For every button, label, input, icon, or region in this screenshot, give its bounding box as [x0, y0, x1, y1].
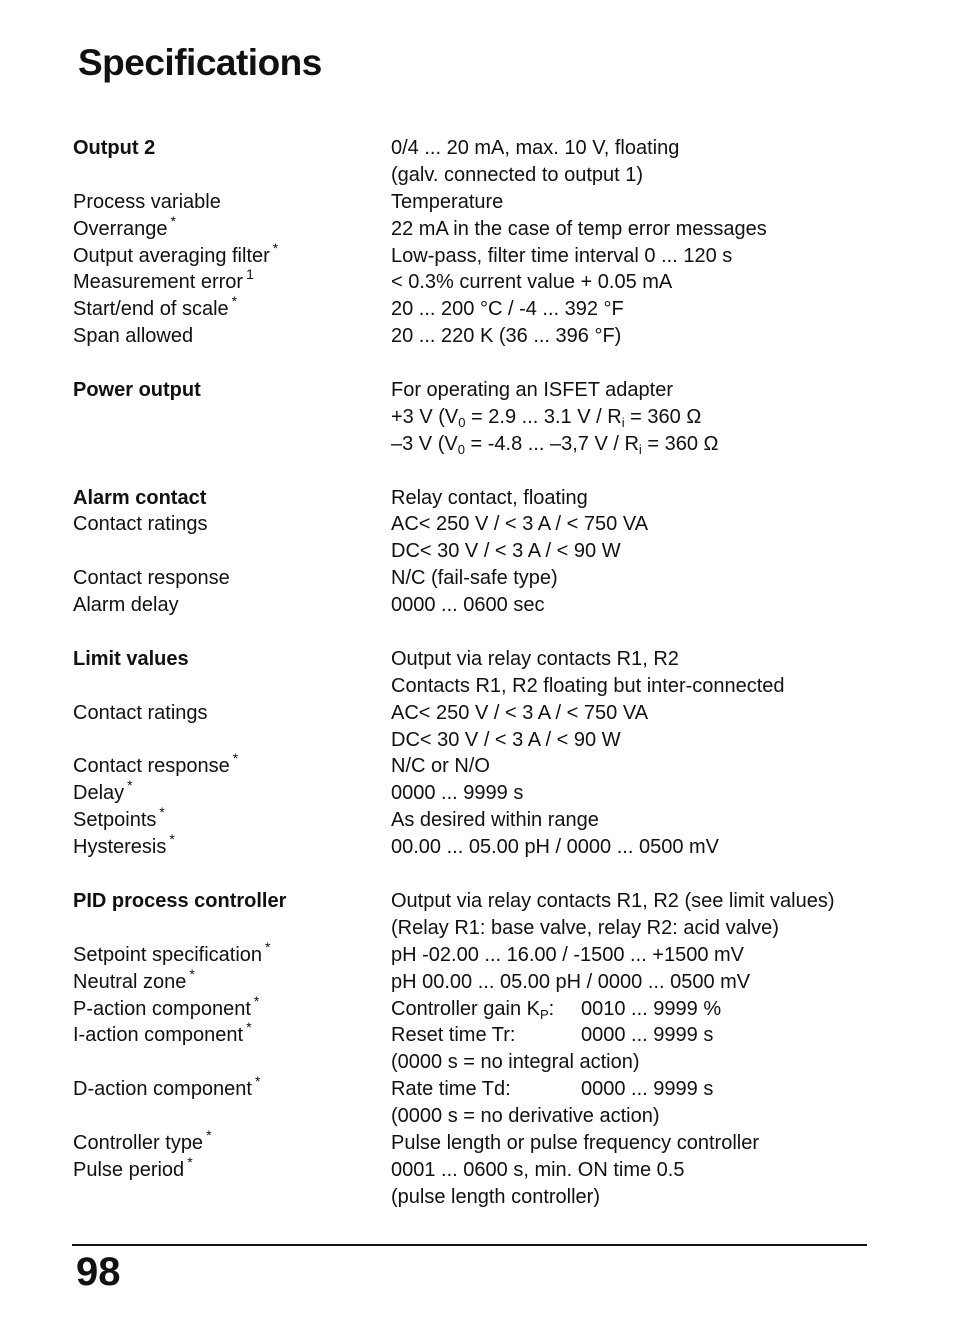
- spec-row: [73, 700, 873, 727]
- spec-value: 22 mA in the case of temp error messages: [391, 217, 767, 240]
- spec-value: < 0.3% current value + 0.05 mA: [391, 271, 673, 294]
- spec-row: [73, 511, 873, 538]
- spec-value: Temperature: [391, 190, 504, 213]
- spec-value: Low-pass, filter time interval 0 ... 120 s: [391, 244, 733, 267]
- spec-label: Alarm delay: [73, 594, 179, 617]
- spec-label: Output averaging filter: [73, 244, 270, 267]
- footnote-mark: *: [272, 239, 279, 256]
- spec-value: Reset time Tr: 0000 ... 9999 s: [391, 1024, 714, 1047]
- spec-value: 0000 ... 0600 sec: [391, 594, 545, 617]
- spec-row: [73, 189, 873, 216]
- spec-value: Relay contact, floating: [391, 486, 588, 509]
- spec-row: [73, 1103, 873, 1130]
- page-number: 98: [76, 1250, 121, 1294]
- spec-value: pH 00.00 ... 05.00 pH / 0000 ... 0500 mV: [391, 970, 751, 993]
- footnote-mark: *: [232, 750, 239, 767]
- section-heading-pid: PID process controller: [73, 889, 287, 912]
- spec-value: (0000 s = no integral action): [391, 1051, 640, 1074]
- spec-row: [73, 804, 873, 834]
- spec-value: Output via relay contacts R1, R2: [391, 647, 679, 670]
- spec-row: [73, 162, 873, 189]
- spec-value: DC< 30 V / < 3 A / < 90 W: [391, 540, 621, 563]
- spec-value: pH -02.00 ... 16.00 / -1500 ... +1500 mV: [391, 943, 744, 966]
- footnote-mark: *: [159, 804, 165, 821]
- spec-row: [73, 1153, 873, 1184]
- spec-row: [73, 431, 873, 458]
- spec-value: 20 ... 200 °C / -4 ... 392 °F: [391, 298, 624, 321]
- spec-value: 20 ... 220 K (36 ... 396 °F): [391, 325, 622, 348]
- spec-value: 00.00 ... 05.00 pH / 0000 ... 0500 mV: [391, 836, 719, 859]
- spec-value: Contacts R1, R2 floating but inter-connected: [391, 674, 785, 697]
- spec-value: Rate time Td: 0000 ... 9999 s: [391, 1078, 714, 1101]
- footnote-mark: *: [246, 1019, 252, 1036]
- spec-label: Setpoint specification: [73, 943, 263, 966]
- footnote-mark: *: [206, 1126, 212, 1143]
- spec-row: [73, 565, 873, 592]
- section-heading-output2: Output 2: [73, 137, 156, 159]
- spec-row: [73, 293, 873, 323]
- spec-value: AC< 250 V / < 3 A / < 750 VA: [391, 701, 649, 724]
- spec-value: 0001 ... 0600 s, min. ON time 0.5: [391, 1158, 685, 1181]
- spec-row: [73, 592, 873, 619]
- spec-label: Pulse period: [73, 1158, 185, 1181]
- spec-label: P-action component: [73, 997, 251, 1020]
- spec-label: Controller type: [73, 1131, 204, 1154]
- spec-value: +3 V ($V_0 = 2.9$ ... 3.1 $V / R_i = 360$ Ω: [391, 405, 702, 430]
- spec-row: [73, 1019, 873, 1049]
- spec-table: [73, 135, 873, 1211]
- spec-row: [73, 1049, 873, 1076]
- spec-label: Contact response: [73, 755, 230, 778]
- spec-row-output2: [73, 135, 873, 162]
- section-heading-limit-values: Limit values: [73, 647, 189, 670]
- spec-row: [73, 404, 873, 431]
- footer-divider: [72, 1244, 867, 1246]
- spec-label: Contact response: [73, 567, 230, 590]
- spec-value: (Relay R1: base valve, relay R2: acid valve): [391, 916, 779, 939]
- spec-label: Start/end of scale: [73, 298, 229, 321]
- spec-value: 0000 ... 9999 s: [391, 782, 524, 805]
- spec-label: Overrange: [73, 217, 168, 240]
- footnote-mark: *: [253, 992, 260, 1009]
- spec-label: Hysteresis: [73, 836, 167, 859]
- spec-row: [73, 727, 873, 754]
- spec-value: As desired within range: [391, 809, 599, 832]
- footnote-mark: *: [127, 777, 133, 794]
- spec-label: Neutral zone: [73, 970, 187, 993]
- spec-row: [73, 212, 873, 243]
- spec-row: [73, 239, 873, 270]
- spec-row: [73, 1126, 873, 1157]
- spec-row: [73, 831, 873, 861]
- spec-label: Contact ratings: [73, 701, 208, 724]
- spec-label: Delay: [73, 782, 125, 805]
- spec-value: (pulse length controller): [391, 1185, 600, 1208]
- spec-row-limit-values: [73, 646, 873, 673]
- spec-label: D-action component: [73, 1078, 252, 1101]
- footnote-mark: *: [187, 1153, 193, 1170]
- spec-label: I-action component: [73, 1024, 244, 1047]
- section-heading-alarm-contact: Alarm contact: [73, 486, 207, 509]
- spec-row: [73, 777, 873, 807]
- spec-row: [73, 965, 873, 996]
- footnote-mark: 1: [246, 266, 254, 283]
- spec-label: Span allowed: [73, 325, 194, 348]
- spec-row: [73, 750, 873, 780]
- spec-row: [73, 323, 873, 350]
- spec-label: Process variable: [73, 190, 221, 213]
- footnote-mark: *: [254, 1073, 261, 1090]
- spec-row-power-output: [73, 377, 873, 404]
- footnote-mark: *: [169, 831, 175, 848]
- spec-row: [73, 538, 873, 565]
- spec-label: Setpoints: [73, 809, 157, 832]
- section-heading-power-output: Power output: [73, 379, 201, 402]
- spec-value: –3 V ($V_0 = -4.8$ ... –3,7 $V / R_i = 360$ Ω: [391, 432, 719, 457]
- spec-row: [73, 938, 873, 969]
- spec-row: [73, 673, 873, 700]
- spec-row-alarm-contact: [73, 485, 873, 512]
- spec-value: Output via relay contacts R1, R2 (see limit values): [391, 889, 835, 912]
- spec-row: [73, 915, 873, 942]
- spec-row: [73, 992, 873, 1023]
- spec-value: Pulse length or pulse frequency controller: [391, 1131, 759, 1154]
- spec-value: Controller gain $K_P$: 0010 ... 9999 %: [391, 997, 722, 1022]
- footnote-mark: *: [231, 293, 238, 310]
- spec-row: [73, 266, 873, 296]
- spec-label: Contact ratings: [73, 513, 208, 536]
- spec-value: N/C or N/O: [391, 755, 490, 778]
- spec-value: For operating an ISFET adapter: [391, 379, 674, 402]
- spec-value: (galv. connected to output 1): [391, 163, 644, 186]
- spec-value: 0/4 ... 20 mA, max. 10 V, floating: [391, 137, 680, 159]
- spec-label: Measurement error: [73, 271, 244, 294]
- footnote-mark: *: [170, 212, 176, 229]
- spec-value: AC< 250 V / < 3 A / < 750 VA: [391, 513, 649, 536]
- spec-row: [73, 1184, 873, 1211]
- footnote-mark: *: [189, 965, 195, 982]
- page-title: Specifications: [78, 42, 322, 83]
- spec-row-pid: [73, 888, 873, 915]
- spec-value: DC< 30 V / < 3 A / < 90 W: [391, 728, 621, 751]
- spec-value: (0000 s = no derivative action): [391, 1105, 660, 1128]
- footnote-mark: *: [265, 938, 271, 955]
- spec-value: N/C (fail-safe type): [391, 567, 558, 590]
- spec-row: [73, 1073, 873, 1103]
